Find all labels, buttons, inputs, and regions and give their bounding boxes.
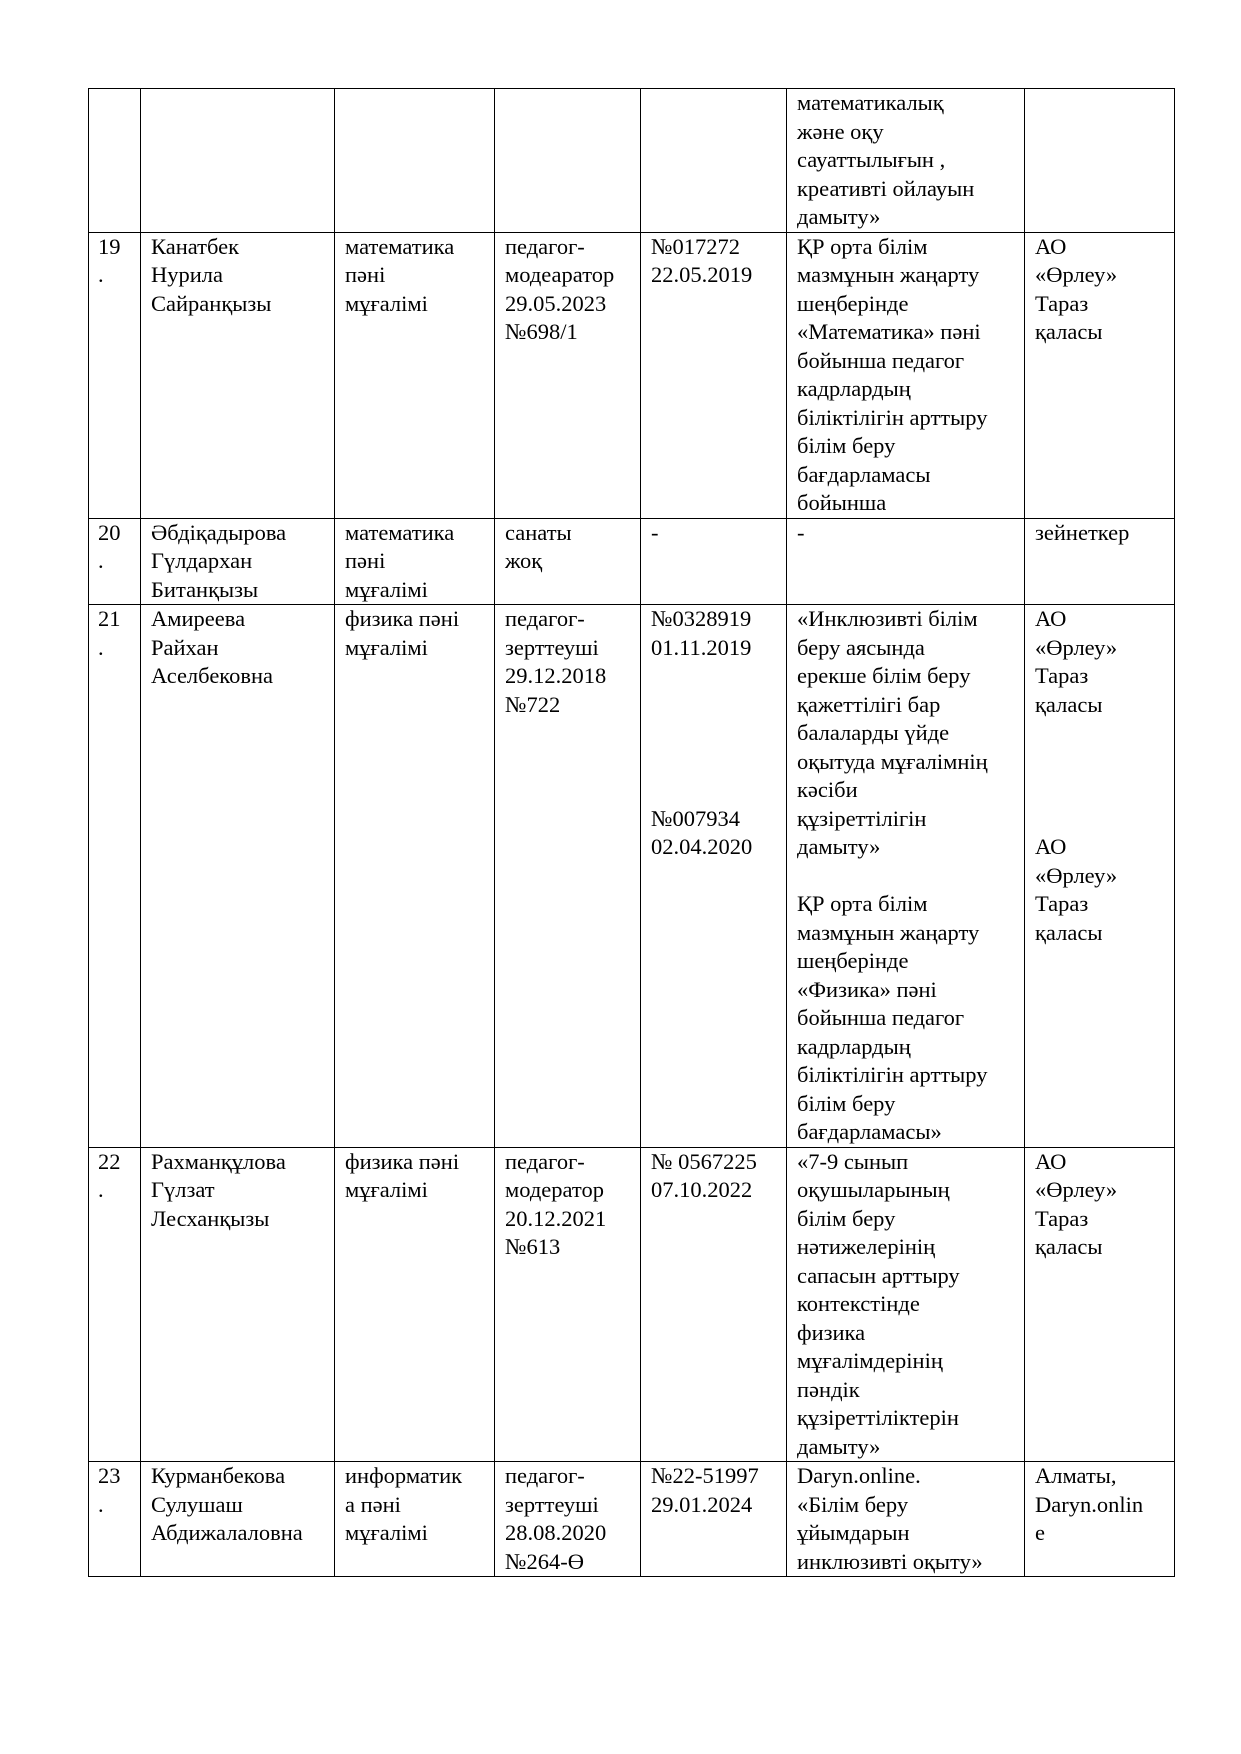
subject [335, 89, 495, 233]
certificate: - [641, 518, 787, 605]
course: Daryn.online. «Білім беру ұйымдарын инклюзивті оқыту» [787, 1462, 1025, 1577]
category: педагог- зерттеуші 28.08.2020 №264-Ө [495, 1462, 641, 1577]
certificate: №22-51997 29.01.2024 [641, 1462, 787, 1577]
certificate [641, 89, 787, 233]
table-row [89, 89, 1175, 233]
row-number: 19 . [89, 232, 141, 518]
subject: математика пәні мұғалімі [335, 518, 495, 605]
provider: зейнеткер [1025, 518, 1175, 605]
subject: физика пәні мұғалімі [335, 1147, 495, 1462]
provider: АО «Өрлеу» Тараз қаласы [1025, 1147, 1175, 1462]
teacher-name: Әбдіқадырова Гүлдархан Битанқызы [141, 518, 335, 605]
provider: АО «Өрлеу» Тараз қаласы [1025, 232, 1175, 518]
certificate: № 0567225 07.10.2022 [641, 1147, 787, 1462]
table-row [89, 1462, 1175, 1577]
table-row [89, 518, 1175, 605]
staff-qualification-table [88, 88, 1175, 1577]
category: педагог- зерттеуші 29.12.2018 №722 [495, 605, 641, 1148]
row-number [89, 89, 141, 233]
row-number: 20 . [89, 518, 141, 605]
row-number: 22 . [89, 1147, 141, 1462]
category: санаты жоқ [495, 518, 641, 605]
table-row [89, 1147, 1175, 1462]
teacher-name: Рахманқұлова Гүлзат Лесханқызы [141, 1147, 335, 1462]
table-row [89, 232, 1175, 518]
provider [1025, 89, 1175, 233]
course: ҚР орта білім мазмұнын жаңарту шеңберінде «Математика» пәні бойынша педагог кадрлардың біліктілігін арттыру білім беру бағдарламасы бойынша [787, 232, 1025, 518]
subject: информатик а пәні мұғалімі [335, 1462, 495, 1577]
teacher-name: Амиреева Райхан Аселбековна [141, 605, 335, 1148]
subject: математика пәні мұғалімі [335, 232, 495, 518]
category [495, 89, 641, 233]
subject: физика пәні мұғалімі [335, 605, 495, 1148]
certificate: №0328919 01.11.2019 №007934 02.04.2020 [641, 605, 787, 1148]
certificate: №017272 22.05.2019 [641, 232, 787, 518]
course: - [787, 518, 1025, 605]
provider: АО «Өрлеу» Тараз қаласы АО «Өрлеу» Тараз қаласы [1025, 605, 1175, 1148]
teacher-name: Курманбекова Сулушаш Абдижалаловна [141, 1462, 335, 1577]
teacher-name: Канатбек Нурила Сайранқызы [141, 232, 335, 518]
category: педагог- модеаратор 29.05.2023 №698/1 [495, 232, 641, 518]
course: «7-9 сынып оқушыларының білім беру нәтижелерінің сапасын арттыру контекстінде физика мұғалімдерінің пәндік құзіреттіліктерін дамыту» [787, 1147, 1025, 1462]
row-number: 21 . [89, 605, 141, 1148]
course: «Инклюзивті білім беру аясында ерекше білім беру қажеттілігі бар балаларды үйде оқытуда мұғалімнің кәсіби құзіреттілігін дамыту» ҚР орта білім мазмұнын жаңарту шеңберінде «Физика» пәні бойынша педагог кадрлардың біліктілігін арттыру білім беру бағдарламасы» [787, 605, 1025, 1148]
teacher-name [141, 89, 335, 233]
row-number: 23 . [89, 1462, 141, 1577]
category: педагог- модератор 20.12.2021 №613 [495, 1147, 641, 1462]
course: математикалық және оқу сауаттылығын , креативті ойлауын дамыту» [787, 89, 1025, 233]
provider: Алматы, Daryn.onlin e [1025, 1462, 1175, 1577]
table-row [89, 605, 1175, 1148]
